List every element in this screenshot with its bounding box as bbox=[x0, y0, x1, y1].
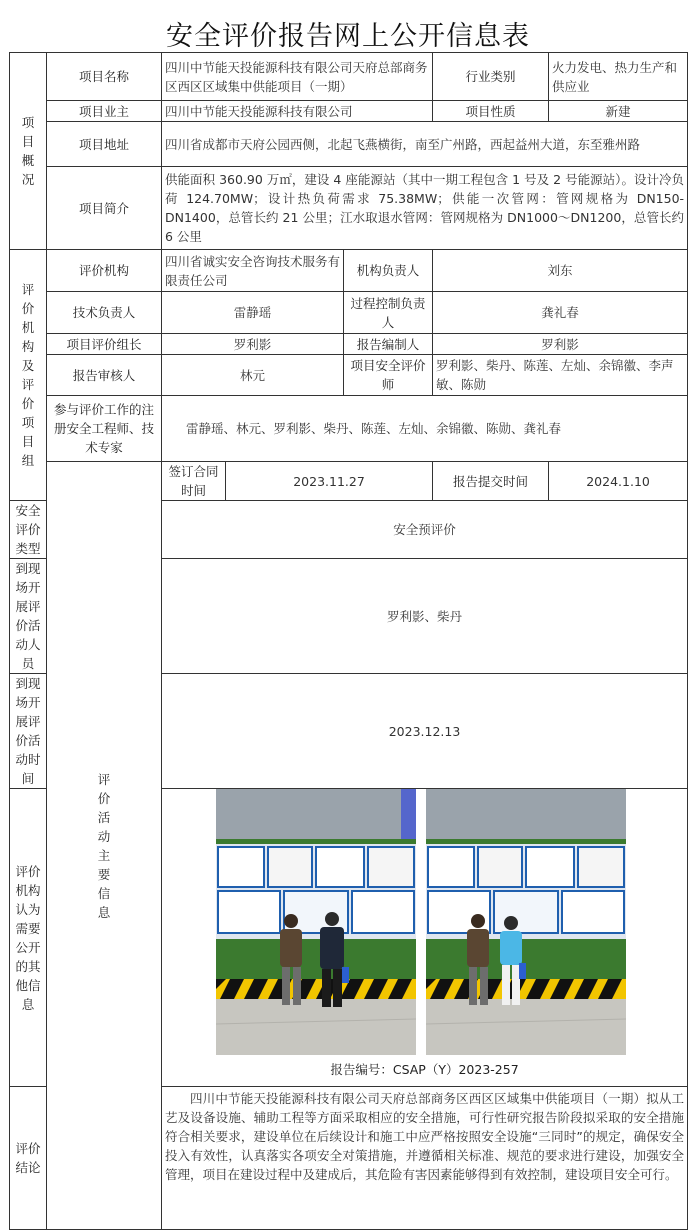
intro: 供能面积 360.90 万㎡，建设 4 座能源站（其中一期工程包含 1 号及 2 号能源站）。设计冷负荷 124.70MW；设计热负荷需求 75.38MW；供能一次管网：管网规格为 DN150-DN1400，总管长约 21 公里；江水取退水管网：管网规格为 DN1000～DN1200，总管长约 6 公里 bbox=[162, 167, 688, 250]
leader: 罗利影 bbox=[162, 334, 344, 355]
info-table bbox=[9, 52, 688, 1230]
site-time: 2023.12.13 bbox=[162, 674, 688, 789]
page-title: 安全评价报告网上公开信息表 bbox=[166, 21, 530, 52]
site-photo-1 bbox=[216, 789, 416, 1055]
writer-label: 报告编制人 bbox=[344, 334, 433, 355]
section-activity: 评价活动主要信息 bbox=[47, 462, 162, 1230]
address-label: 项目地址 bbox=[47, 122, 162, 167]
contract-date: 2023.11.27 bbox=[226, 462, 433, 501]
staff: 罗利影、柴丹 bbox=[162, 559, 688, 674]
head-label: 机构负责人 bbox=[344, 250, 433, 292]
evaluation-type: 安全预评价 bbox=[162, 501, 688, 559]
agency-label: 评价机构 bbox=[47, 250, 162, 292]
submit-date: 2024.1.10 bbox=[549, 462, 688, 501]
process-label: 过程控制负责人 bbox=[344, 292, 433, 334]
experts: 雷静瑶、林元、罗利影、柴丹、陈莲、左灿、余锦徽、陈勋、龚礼春 bbox=[162, 396, 688, 462]
tech: 雷静瑶 bbox=[162, 292, 344, 334]
conclusion-label: 评价结论 bbox=[10, 1087, 47, 1230]
experts-label: 参与评价工作的注册安全工程师、技术专家 bbox=[47, 396, 162, 462]
intro-label: 项目简介 bbox=[47, 167, 162, 250]
conclusion: 四川中节能天投能源科技有限公司天府总部商务区西区区域集中供能项目（一期）拟从工艺及设备设施、辅助工程等方面采取相应的安全措施，可行性研究报告阶段拟采取的安全措施符合相关要求，建设单位在后续设计和施工中应严格按照安全设施“三同时”的规定，确保安全投入有效性，认真落实各项安全对策措施，并遵循相关标准、规范的要求进行建设，加强安全管理，项目在建设过程中及建成后，其危险有害因素能够得到有效控制，建设项目安全可行。 bbox=[162, 1087, 688, 1230]
writer: 罗利影 bbox=[433, 334, 688, 355]
head: 刘东 bbox=[433, 250, 688, 292]
type-label: 安全评价类型 bbox=[10, 501, 47, 559]
owner: 四川中节能天投能源科技有限公司 bbox=[162, 101, 433, 122]
other-info-label: 评价机构认为需要公开的其他信息 bbox=[10, 789, 47, 1087]
address: 四川省成都市天府公园西侧，北起飞燕横街，南至广州路，西起益州大道，东至雅州路 bbox=[162, 122, 688, 167]
reviewer-label: 报告审核人 bbox=[47, 355, 162, 396]
owner-label: 项目业主 bbox=[47, 101, 162, 122]
site-photo-2 bbox=[426, 789, 626, 1055]
site-photos bbox=[162, 789, 687, 1059]
project-name: 四川中节能天投能源科技有限公司天府总部商务区西区区域集中供能项目（一期） bbox=[162, 53, 433, 101]
section-overview: 项目概况 bbox=[10, 53, 47, 250]
nature: 新建 bbox=[549, 101, 688, 122]
report-number: 报告编号：CSAP（Y）2023-257 bbox=[330, 1062, 519, 1077]
contract-label: 签订合同时间 bbox=[162, 462, 226, 501]
other-info-cell bbox=[162, 789, 688, 1087]
section-org: 评价机构及评价项目组 bbox=[10, 250, 47, 501]
process: 龚礼春 bbox=[433, 292, 688, 334]
tech-label: 技术负责人 bbox=[47, 292, 162, 334]
evaluators: 罗利影、柴丹、陈莲、左灿、余锦徽、李声敏、陈勋 bbox=[433, 355, 688, 396]
staff-label: 到现场开展评价活动人员 bbox=[10, 559, 47, 674]
nature-label: 项目性质 bbox=[433, 101, 549, 122]
evaluators-label: 项目安全评价师 bbox=[344, 355, 433, 396]
agency: 四川省诚实安全咨询技术服务有限责任公司 bbox=[162, 250, 344, 292]
reviewer: 林元 bbox=[162, 355, 344, 396]
industry: 火力发电、热力生产和供应业 bbox=[549, 53, 688, 101]
leader-label: 项目评价组长 bbox=[47, 334, 162, 355]
project-name-label: 项目名称 bbox=[47, 53, 162, 101]
industry-label: 行业类别 bbox=[433, 53, 549, 101]
site-time-label: 到现场开展评价活动时间 bbox=[10, 674, 47, 789]
submit-label: 报告提交时间 bbox=[433, 462, 549, 501]
